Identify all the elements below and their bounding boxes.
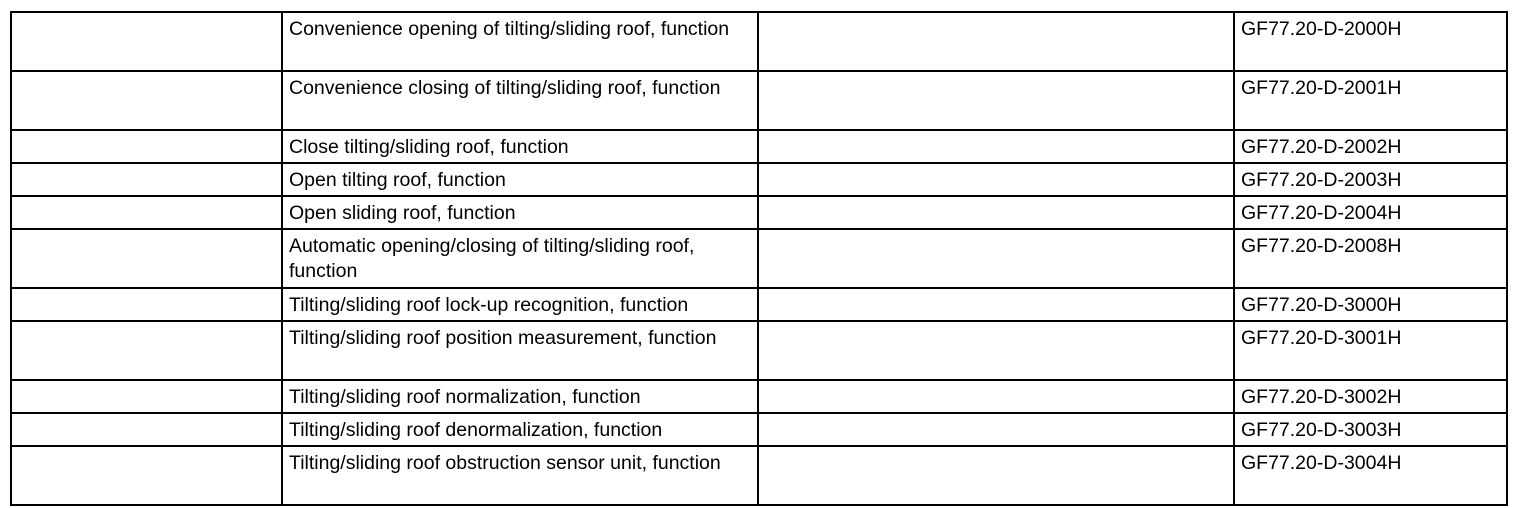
table-cell-empty	[11, 446, 282, 505]
table-cell-empty	[758, 71, 1234, 130]
function-description: Tilting/sliding roof denormalization, function	[282, 413, 758, 446]
table-cell-empty	[758, 12, 1234, 71]
table-cell-empty	[11, 413, 282, 446]
document-code-link[interactable]: GF77.20-D-2008H	[1234, 229, 1507, 288]
function-description: Tilting/sliding roof position measurement, function	[282, 321, 758, 380]
table-row	[11, 163, 1507, 196]
table-cell-empty	[11, 163, 282, 196]
function-description: Automatic opening/closing of tilting/sliding roof, function	[282, 229, 758, 288]
document-code-link[interactable]: GF77.20-D-3000H	[1234, 288, 1507, 321]
document-code-link[interactable]: GF77.20-D-2004H	[1234, 196, 1507, 229]
function-description: Tilting/sliding roof obstruction sensor unit, function	[282, 446, 758, 505]
document-code-link[interactable]: GF77.20-D-3003H	[1234, 413, 1507, 446]
document-code-link[interactable]: GF77.20-D-2002H	[1234, 130, 1507, 163]
table-row	[11, 229, 1507, 288]
function-description: Open tilting roof, function	[282, 163, 758, 196]
table-row	[11, 130, 1507, 163]
document-code-link[interactable]: GF77.20-D-2000H	[1234, 12, 1507, 71]
table-cell-empty	[758, 380, 1234, 413]
table-cell-empty	[11, 130, 282, 163]
table-cell-empty	[758, 446, 1234, 505]
table-cell-empty	[758, 196, 1234, 229]
function-description: Tilting/sliding roof normalization, function	[282, 380, 758, 413]
function-description: Convenience closing of tilting/sliding roof, function	[282, 71, 758, 130]
document-code-link[interactable]: GF77.20-D-3004H	[1234, 446, 1507, 505]
table-cell-empty	[11, 71, 282, 130]
table-cell-empty	[11, 380, 282, 413]
document-code-link[interactable]: GF77.20-D-3001H	[1234, 321, 1507, 380]
table-row	[11, 380, 1507, 413]
table-row	[11, 12, 1507, 71]
table-row	[11, 196, 1507, 229]
function-description: Open sliding roof, function	[282, 196, 758, 229]
table-cell-empty	[758, 413, 1234, 446]
table-cell-empty	[11, 12, 282, 71]
function-description: Close tilting/sliding roof, function	[282, 130, 758, 163]
table-cell-empty	[11, 229, 282, 288]
table-cell-empty	[11, 321, 282, 380]
table-cell-empty	[758, 229, 1234, 288]
table-cell-empty	[758, 321, 1234, 380]
table-cell-empty	[11, 196, 282, 229]
document-code-link[interactable]: GF77.20-D-3002H	[1234, 380, 1507, 413]
table-row	[11, 288, 1507, 321]
table-row	[11, 71, 1507, 130]
table-cell-empty	[11, 288, 282, 321]
table-row	[11, 413, 1507, 446]
table-cell-empty	[758, 288, 1234, 321]
table-row	[11, 321, 1507, 380]
table-row	[11, 446, 1507, 505]
function-description: Convenience opening of tilting/sliding roof, function	[282, 12, 758, 71]
document-code-link[interactable]: GF77.20-D-2003H	[1234, 163, 1507, 196]
function-reference-table	[10, 11, 1508, 506]
document-code-link[interactable]: GF77.20-D-2001H	[1234, 71, 1507, 130]
table-cell-empty	[758, 130, 1234, 163]
function-description: Tilting/sliding roof lock-up recognition, function	[282, 288, 758, 321]
table-cell-empty	[758, 163, 1234, 196]
